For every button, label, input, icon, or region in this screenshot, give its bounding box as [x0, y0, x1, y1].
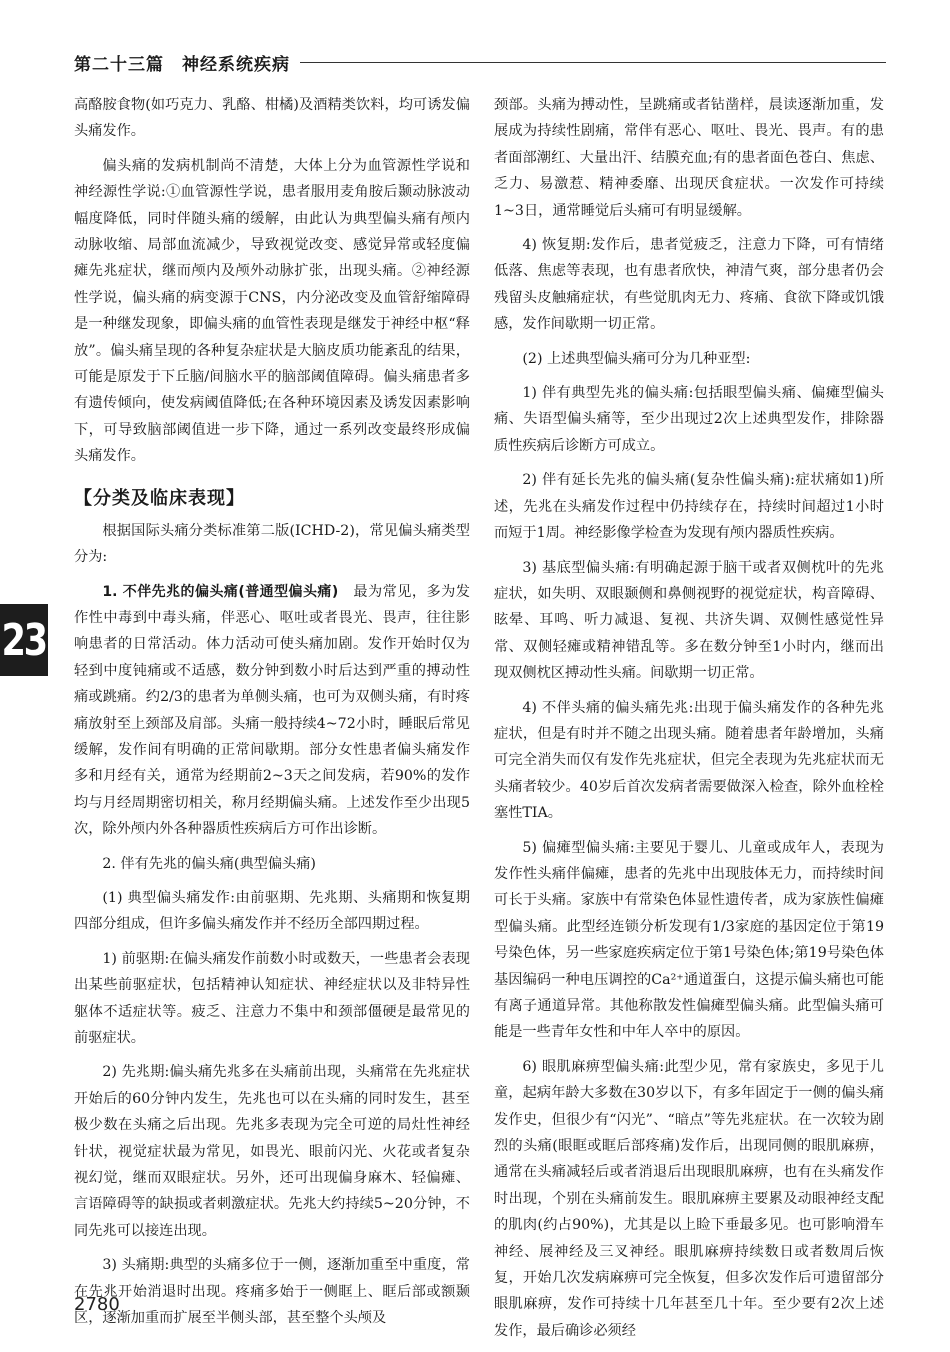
subheading: 1. 不伴先兆的偏头痛(普通型偏头痛)	[102, 583, 339, 600]
paragraph: 5) 偏瘫型偏头痛:主要见于婴儿、儿童或成年人，表现为发作性头痛伴偏瘫，患者的先兆中出现肢体无力，而持续时间可长于头痛。家族中有常染色体显性遗传者，成为家族性偏瘫型偏头痛。此型经连锁分析发现有1/3家庭的基因定位于第19号染色体，另一些家庭疾病定位于第1号染色体;第19号染色体基因编码一种电压调控的Ca²⁺通道蛋白，这提示偏头痛也可能有离子通道异常。其他称散发性偏瘫型偏头痛。此型偏头痛可能是一些青年女性和中年人卒中的原因。	[494, 839, 884, 1041]
paragraph: 2) 伴有延长先兆的偏头痛(复杂性偏头痛):症状痛如1)所述，先兆在头痛发作过程中仍持续存在，持续时间超过1小时而短于1周。神经影像学检查为发现有颅内器质性疾病。	[494, 472, 884, 542]
paragraph: 4) 不伴头痛的偏头痛先兆:出现于偏头痛发作的各种先兆症状，但是有时并不随之出现头痛。随着患者年龄增加，头痛可完全消失而仅有发作先兆症状，但完全表现为先兆症状而无头痛者较少。40岁后首次发病者需要做深入检查，除外血栓栓塞性TIA。	[494, 699, 884, 822]
running-header	[74, 44, 886, 80]
paragraph: 6) 眼肌麻痹型偏头痛:此型少见，常有家族史，多见于儿童，起病年龄大多数在30岁以下，有多年固定于一侧的偏头痛发作史，但很少有“闪光”、“暗点”等先兆症状。在一次较为剧烈的头痛(眼眶或眶后部疼痛)发作后，出现同侧的眼肌麻痹，通常在头痛减轻后或者消退后出现眼肌麻痹，也有在头痛发作时出现，个别在头痛前发生。眼肌麻痹主要累及动眼神经支配的肌肉(约占90%)，尤其是以上睑下垂最多见。也可影响滑车神经、展神经及三叉神经。眼肌麻痹持续数日或者数周后恢复，开始几次发病麻痹可完全恢复，但多次发作后可遗留部分眼肌麻痹，发作可持续十几年甚至几十年。至少要有2次上述发作，最后确诊必须经	[494, 1058, 884, 1339]
header-section: 第二十三篇	[74, 54, 164, 75]
paragraph: 3) 基底型偏头痛:有明确起源于脑干或者双侧枕叶的先兆症状，如失明、双眼颞侧和鼻侧视野的视觉症状，构音障碍、眩晕、耳鸣、听力减退、复视、共济失调、双侧性感觉性异常、双侧轻瘫或精神错乱等。多在数分钟至1小时内，继而出现双侧枕区搏动性头痛。间歇期一切正常。	[494, 559, 884, 682]
right-column	[494, 92, 884, 1352]
chapter-number: 23	[1, 614, 47, 666]
chapter-tab	[0, 604, 48, 676]
paragraph: 3) 头痛期:典型的头痛多位于一侧，逐渐加重至中重度，常在先兆开始消退时出现。疼痛多始于一侧眶上、眶后部或额颞区，逐渐加重而扩展至半侧头部，甚至整个头颅及	[74, 1257, 470, 1327]
paragraph: 4) 恢复期:发作后，患者觉疲乏，注意力下降，可有情绪低落、焦虑等表现，也有患者欣快，神清气爽，部分患者仍会残留头皮触痛症状，有些觉肌肉无力、疼痛、食欲下降或饥饿感，发作间歇期一切正常。	[494, 237, 884, 333]
paragraph: (2) 上述典型偏头痛可分为几种亚型:	[522, 350, 751, 367]
header-title: 神经系统疾病	[182, 54, 290, 75]
paragraph: 1) 伴有典型先兆的偏头痛:包括眼型偏头痛、偏瘫型偏头痛、失语型偏头痛等，至少出现过2次上述典型发作，排除器质性疾病后诊断方可成立。	[494, 385, 884, 454]
paragraph: 1) 前驱期:在偏头痛发作前数小时或数天，一些患者会表现出某些前驱症状，包括精神认知症状、神经症状以及非特异性躯体不适症状等。疲乏、注意力不集中和颈部僵硬是最常见的前驱症状。	[74, 950, 470, 1046]
page-number: 2780	[74, 1294, 120, 1315]
left-column	[74, 92, 470, 1339]
paragraph: 高酪胺食物(如巧克力、乳酪、柑橘)及酒精类饮料，均可诱发偏头痛发作。	[74, 97, 470, 140]
section-heading: 【分类及临床表现】	[74, 487, 245, 509]
paragraph: (1) 典型偏头痛发作:由前驱期、先兆期、头痛期和恢复期四部分组成，但许多偏头痛发作并不经历全部四期过程。	[74, 889, 470, 933]
paragraph: 根据国际头痛分类标准第二版(ICHD-2)，常见偏头痛类型分为:	[74, 522, 470, 566]
paragraph: 颈部。头痛为搏动性，呈跳痛或者钻凿样，晨读逐渐加重，发展成为持续性剧痛，常伴有恶心、呕吐、畏光、畏声。有的患者面部潮红、大量出汗、结膜充血;有的患者面色苍白、焦虑、乏力、易激惹、精神委靡、出现厌食症状。一次发作可持续1~3日，通常睡觉后头痛可有明显缓解。	[494, 97, 884, 219]
header-rule	[300, 62, 886, 63]
paragraph: 偏头痛的发病机制尚不清楚，大体上分为血管源性学说和神经源性学说:①血管源性学说，患者服用麦角胺后颞动脉波动幅度降低，同时伴随头痛的缓解，由此认为典型偏头痛有颅内动脉收缩、局部血流减少，导致视觉改变、感觉异常或轻度偏瘫先兆症状，继而颅内及颅外动脉扩张，出现头痛。②神经源性学说，偏头痛的病变源于CNS，内分泌改变及血管舒缩障碍是一种继发现象，即偏头痛的血管性表现是继发于神经中枢“释放”。偏头痛呈现的各种复杂症状是大脑皮质功能紊乱的结果，可能是原发于下丘脑/间脑水平的脑部阈值障碍。偏头痛患者多有遗传倾向，使发病阈值降低;在各种环境因素及诱发因素影响下，可导致脑部阈值进一步下降，通过一系列改变最终形成偏头痛发作。	[74, 157, 470, 465]
paragraph-body: 最为常见，多为发作性中毒到中毒头痛，伴恶心、呕吐或者畏光、畏声，往往影响患者的日常活动。体力活动可使头痛加剧。发作开始时仅为轻到中度钝痛或不适感，数分钟到数小时后达到严重的搏动性痛或跳痛。约2/3的患者为单侧头痛，也可为双侧头痛，有时疼痛放射至上颈部及肩部。头痛一般持续4~72小时，睡眠后常见缓解，发作间有明确的正常间歇期。部分女性患者偏头痛发作多和月经有关，通常为经期前2~3天之间发病，若90%的发作均与月经周期密切相关，称月经期偏头痛。上述发作至少出现5次，除外颅内外各种器质性疾病后方可作出诊断。	[74, 583, 470, 838]
subheading: 2. 伴有先兆的偏头痛(典型偏头痛)	[102, 855, 316, 872]
paragraph: 2) 先兆期:偏头痛先兆多在头痛前出现，头痛常在先兆症状开始后的60分钟内发生，先兆也可以在头痛的同时发生，甚至极少数在头痛之后出现。先兆多表现为完全可逆的局灶性神经针状，视觉症状最为常见，如畏光、眼前闪光、火花或者复杂视幻觉，继而双眼症状。另外，还可出现偏身麻木、轻偏瘫、言语障碍等的缺损或者刺激症状。先兆大约持续5~20分钟，不同先兆可以接连出现。	[74, 1064, 470, 1239]
paragraph	[74, 579, 470, 843]
